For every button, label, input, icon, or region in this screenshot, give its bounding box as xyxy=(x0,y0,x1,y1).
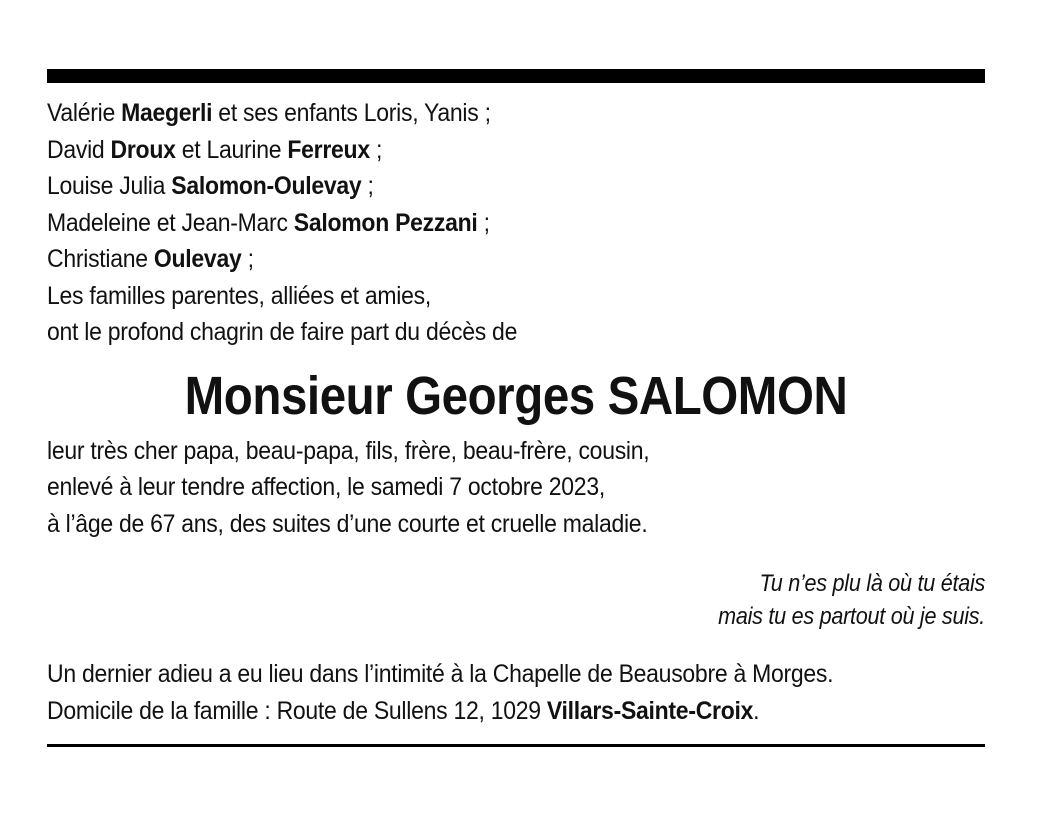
quote-line: Tu n’es plu là où tu étais xyxy=(759,570,985,597)
given-names: David xyxy=(47,135,111,164)
line-rest: ; xyxy=(241,245,254,273)
relatives-text: Les familles parentes, alliées et amies, xyxy=(47,281,431,310)
description-line: leur très cher papa, beau-papa, fils, frère, beau-frère, cousin, xyxy=(47,436,650,465)
quote-line: mais tu es partout où je suis. xyxy=(718,603,985,630)
given-names: Christiane xyxy=(47,245,154,273)
bottom-rule xyxy=(47,744,985,747)
family-line xyxy=(47,278,985,315)
line-rest: ; xyxy=(369,135,383,164)
town-name: Villars-Sainte-Croix xyxy=(546,696,754,725)
announcement-line xyxy=(47,314,985,351)
family-list xyxy=(47,95,985,351)
family-surname: Salomon Pezzani xyxy=(293,208,478,237)
line-rest: ; xyxy=(477,208,490,237)
family-line xyxy=(47,205,985,242)
family-surname: Maegerli xyxy=(121,99,213,127)
line-rest: et ses enfants Loris, Yanis ; xyxy=(212,99,491,127)
deceased-name: Monsieur Georges SALOMON xyxy=(184,365,848,426)
family-surname: Ferreux xyxy=(287,135,370,164)
closing xyxy=(47,656,985,729)
line-rest: ; xyxy=(361,172,374,200)
address-line xyxy=(47,693,985,730)
family-surname: Droux xyxy=(110,135,176,164)
family-line xyxy=(47,132,985,169)
ceremony-line: Un dernier adieu a eu lieu dans l’intimité à la Chapelle de Beausobre à Morges. xyxy=(47,660,834,688)
family-surname: Oulevay xyxy=(153,245,242,273)
family-line xyxy=(47,168,985,205)
death-notice xyxy=(47,69,985,729)
description xyxy=(47,433,985,543)
quote xyxy=(141,567,985,633)
family-surname: Salomon-Oulevay xyxy=(171,172,362,200)
given-names: Louise Julia xyxy=(47,172,172,200)
description-line: à l’âge de 67 ans, des suites d’une courte et cruelle maladie. xyxy=(47,509,648,538)
line-rest: . xyxy=(753,696,760,725)
family-line xyxy=(47,241,985,278)
announcement-text: ont le profond chagrin de faire part du décès de xyxy=(47,318,518,346)
address-text: Domicile de la famille : Route de Sullens 12, 1029 xyxy=(47,696,547,725)
description-line: enlevé à leur tendre affection, le samedi 7 octobre 2023, xyxy=(47,473,605,501)
family-line xyxy=(47,95,985,132)
given-names: Madeleine et Jean-Marc xyxy=(47,208,294,237)
given-names: Valérie xyxy=(47,99,122,127)
top-rule xyxy=(47,69,985,83)
given-names: et Laurine xyxy=(175,135,288,164)
